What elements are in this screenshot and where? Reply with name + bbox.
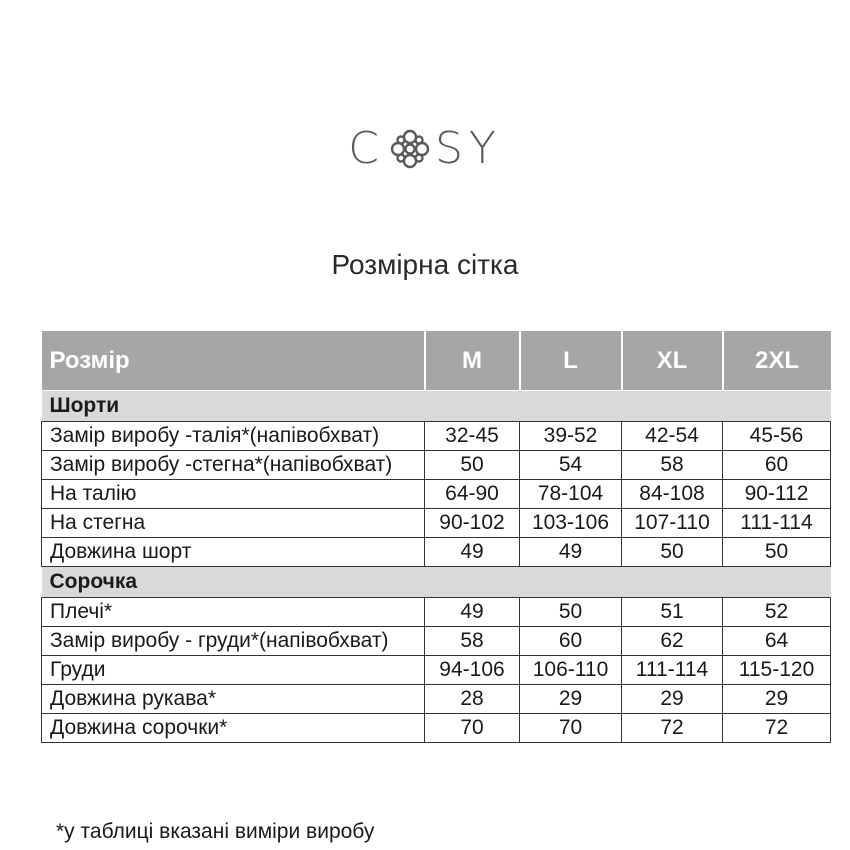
size-value-cell: 50 [520, 598, 622, 627]
size-value-cell: 84-108 [622, 480, 723, 509]
table-row [42, 480, 831, 509]
table-row [42, 685, 831, 714]
row-label: Замір виробу -стегна*(напівобхват) [42, 451, 425, 480]
size-value-cell: 50 [723, 538, 831, 567]
section-title: Шорти [42, 391, 831, 422]
table-header-row [42, 331, 831, 391]
section-row [42, 391, 831, 422]
brand-logo [0, 122, 850, 174]
size-value-cell: 62 [622, 627, 723, 656]
size-value-cell: 51 [622, 598, 723, 627]
header-size-label: Розмір [42, 331, 425, 391]
row-label: Плечі* [42, 598, 425, 627]
table-row [42, 509, 831, 538]
size-value-cell: 52 [723, 598, 831, 627]
size-value-cell: 58 [622, 451, 723, 480]
size-value-cell: 60 [723, 451, 831, 480]
size-value-cell: 90-102 [425, 509, 520, 538]
header-size-m: M [425, 331, 520, 391]
logo-letter-c: C [348, 123, 385, 174]
section-title: Сорочка [42, 567, 831, 598]
section-row [42, 567, 831, 598]
row-label: Груди [42, 656, 425, 685]
logo-letters-sy: SY [434, 123, 502, 174]
row-label: На стегна [42, 509, 425, 538]
size-value-cell: 29 [520, 685, 622, 714]
size-value-cell: 111-114 [622, 656, 723, 685]
header-size-xl: XL [622, 331, 723, 391]
size-value-cell: 54 [520, 451, 622, 480]
flower-knot-icon [387, 126, 433, 172]
size-value-cell: 49 [425, 538, 520, 567]
size-value-cell: 70 [425, 714, 520, 743]
table-row [42, 422, 831, 451]
row-label: Замір виробу - груди*(напівобхват) [42, 627, 425, 656]
size-value-cell: 32-45 [425, 422, 520, 451]
table-row [42, 656, 831, 685]
size-value-cell: 94-106 [425, 656, 520, 685]
size-value-cell: 29 [622, 685, 723, 714]
size-value-cell: 42-54 [622, 422, 723, 451]
footnote: *у таблиці вказані виміри виробу [56, 820, 375, 843]
page-title: Розмірна сітка [331, 249, 519, 280]
size-value-cell: 50 [425, 451, 520, 480]
size-value-cell: 70 [520, 714, 622, 743]
size-value-cell: 64-90 [425, 480, 520, 509]
size-value-cell: 58 [425, 627, 520, 656]
row-label: Довжина рукава* [42, 685, 425, 714]
size-value-cell: 45-56 [723, 422, 831, 451]
size-value-cell: 115-120 [723, 656, 831, 685]
size-value-cell: 28 [425, 685, 520, 714]
size-value-cell: 49 [520, 538, 622, 567]
size-value-cell: 90-112 [723, 480, 831, 509]
row-label: Довжина сорочки* [42, 714, 425, 743]
row-label: Замір виробу -талія*(напівобхват) [42, 422, 425, 451]
table-row [42, 627, 831, 656]
size-value-cell: 39-52 [520, 422, 622, 451]
row-label: На талію [42, 480, 425, 509]
table-row [42, 714, 831, 743]
table-row [42, 538, 831, 567]
size-value-cell: 106-110 [520, 656, 622, 685]
size-value-cell: 107-110 [622, 509, 723, 538]
size-value-cell: 64 [723, 627, 831, 656]
size-value-cell: 72 [723, 714, 831, 743]
size-value-cell: 72 [622, 714, 723, 743]
size-value-cell: 103-106 [520, 509, 622, 538]
size-value-cell: 78-104 [520, 480, 622, 509]
size-chart-table [41, 331, 831, 743]
table-row [42, 451, 831, 480]
size-value-cell: 50 [622, 538, 723, 567]
size-value-cell: 49 [425, 598, 520, 627]
row-label: Довжина шорт [42, 538, 425, 567]
header-size-2xl: 2XL [723, 331, 831, 391]
size-value-cell: 29 [723, 685, 831, 714]
size-value-cell: 60 [520, 627, 622, 656]
size-value-cell: 111-114 [723, 509, 831, 538]
table-row [42, 598, 831, 627]
header-size-l: L [520, 331, 622, 391]
